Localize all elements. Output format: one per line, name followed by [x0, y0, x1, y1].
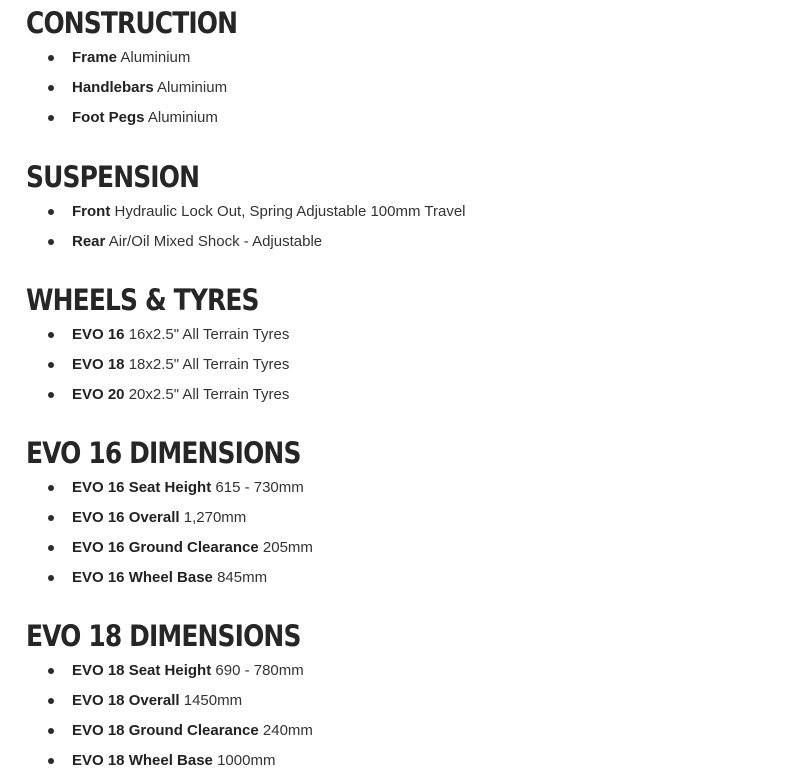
- spec-term: EVO 18 Ground Clearance: [72, 722, 259, 739]
- list-item: [26, 656, 766, 686]
- spec-value: 845mm: [217, 569, 268, 586]
- list-item: [26, 746, 766, 776]
- section-suspension: [26, 157, 766, 257]
- spec-value: Aluminium: [147, 109, 218, 126]
- spec-value: 615 - 730mm: [215, 479, 304, 496]
- list-item: [26, 197, 766, 227]
- spec-value: Air/Oil Mixed Shock - Adjustable: [108, 233, 323, 250]
- spec-list: [26, 43, 766, 133]
- spec-value: 1000mm: [217, 752, 276, 769]
- spec-value: 205mm: [262, 539, 313, 556]
- spec-list: [26, 320, 766, 410]
- list-item: [26, 320, 766, 350]
- spec-value: Hydraulic Lock Out, Spring Adjustable 100mm Travel: [114, 203, 466, 220]
- list-item: [26, 473, 766, 503]
- bullet-icon: [48, 332, 54, 338]
- list-item: [26, 227, 766, 257]
- list-item: [26, 716, 766, 746]
- spec-value: Aluminium: [157, 79, 228, 96]
- section-construction: [26, 3, 766, 133]
- spec-term: EVO 16 Ground Clearance: [72, 539, 259, 556]
- bullet-icon: [48, 239, 54, 245]
- spec-list: [26, 656, 766, 776]
- spec-term: EVO 16 Wheel Base: [72, 569, 213, 586]
- bullet-icon: [48, 392, 54, 398]
- section-wheels-tyres: [26, 280, 766, 410]
- bullet-icon: [48, 758, 54, 764]
- spec-value: 1,270mm: [183, 509, 247, 526]
- list-item: [26, 380, 766, 410]
- section-evo18-dimensions: [26, 616, 766, 776]
- bullet-icon: [48, 698, 54, 704]
- spec-term: Foot Pegs: [72, 109, 145, 126]
- list-item: [26, 533, 766, 563]
- list-item: [26, 103, 766, 133]
- spec-value: 1450mm: [183, 692, 243, 709]
- spec-term: Front: [72, 203, 111, 220]
- spec-list: [26, 473, 766, 593]
- bullet-icon: [48, 575, 54, 581]
- spec-term: EVO 16 Overall: [72, 509, 180, 526]
- bullet-icon: [48, 115, 54, 121]
- list-item: [26, 350, 766, 380]
- spec-value: 690 - 780mm: [215, 662, 304, 679]
- bullet-icon: [48, 362, 54, 368]
- list-item: [26, 43, 766, 73]
- list-item: [26, 563, 766, 593]
- section-heading: SUSPENSION: [26, 160, 200, 194]
- spec-term: EVO 16 Seat Height: [72, 479, 212, 496]
- spec-value: 20x2.5" All Terrain Tyres: [128, 386, 290, 403]
- section-heading: EVO 16 DIMENSIONS: [26, 436, 301, 470]
- spec-value: 240mm: [262, 722, 313, 739]
- spec-term: EVO 18 Wheel Base: [72, 752, 213, 769]
- bullet-icon: [48, 485, 54, 491]
- spec-term: EVO 18 Seat Height: [72, 662, 212, 679]
- bullet-icon: [48, 55, 54, 61]
- spec-value: 18x2.5" All Terrain Tyres: [128, 356, 290, 373]
- spec-term: EVO 20: [72, 386, 125, 403]
- bullet-icon: [48, 209, 54, 215]
- list-item: [26, 73, 766, 103]
- spec-term: Rear: [72, 233, 106, 250]
- spec-term: Handlebars: [72, 79, 154, 96]
- list-item: [26, 686, 766, 716]
- spec-value: Aluminium: [120, 49, 191, 66]
- section-evo16-dimensions: [26, 433, 766, 593]
- spec-value: 16x2.5" All Terrain Tyres: [128, 326, 290, 343]
- bullet-icon: [48, 668, 54, 674]
- bullet-icon: [48, 545, 54, 551]
- section-heading: WHEELS & TYRES: [26, 283, 259, 317]
- spec-term: EVO 18 Overall: [72, 692, 180, 709]
- spec-term: EVO 18: [72, 356, 125, 373]
- spec-list: [26, 197, 766, 257]
- bullet-icon: [48, 515, 54, 521]
- bullet-icon: [48, 85, 54, 91]
- spec-term: Frame: [72, 49, 118, 66]
- spec-term: EVO 16: [72, 326, 125, 343]
- bullet-icon: [48, 728, 54, 734]
- section-heading: CONSTRUCTION: [26, 6, 238, 40]
- list-item: [26, 503, 766, 533]
- section-heading: EVO 18 DIMENSIONS: [26, 619, 301, 653]
